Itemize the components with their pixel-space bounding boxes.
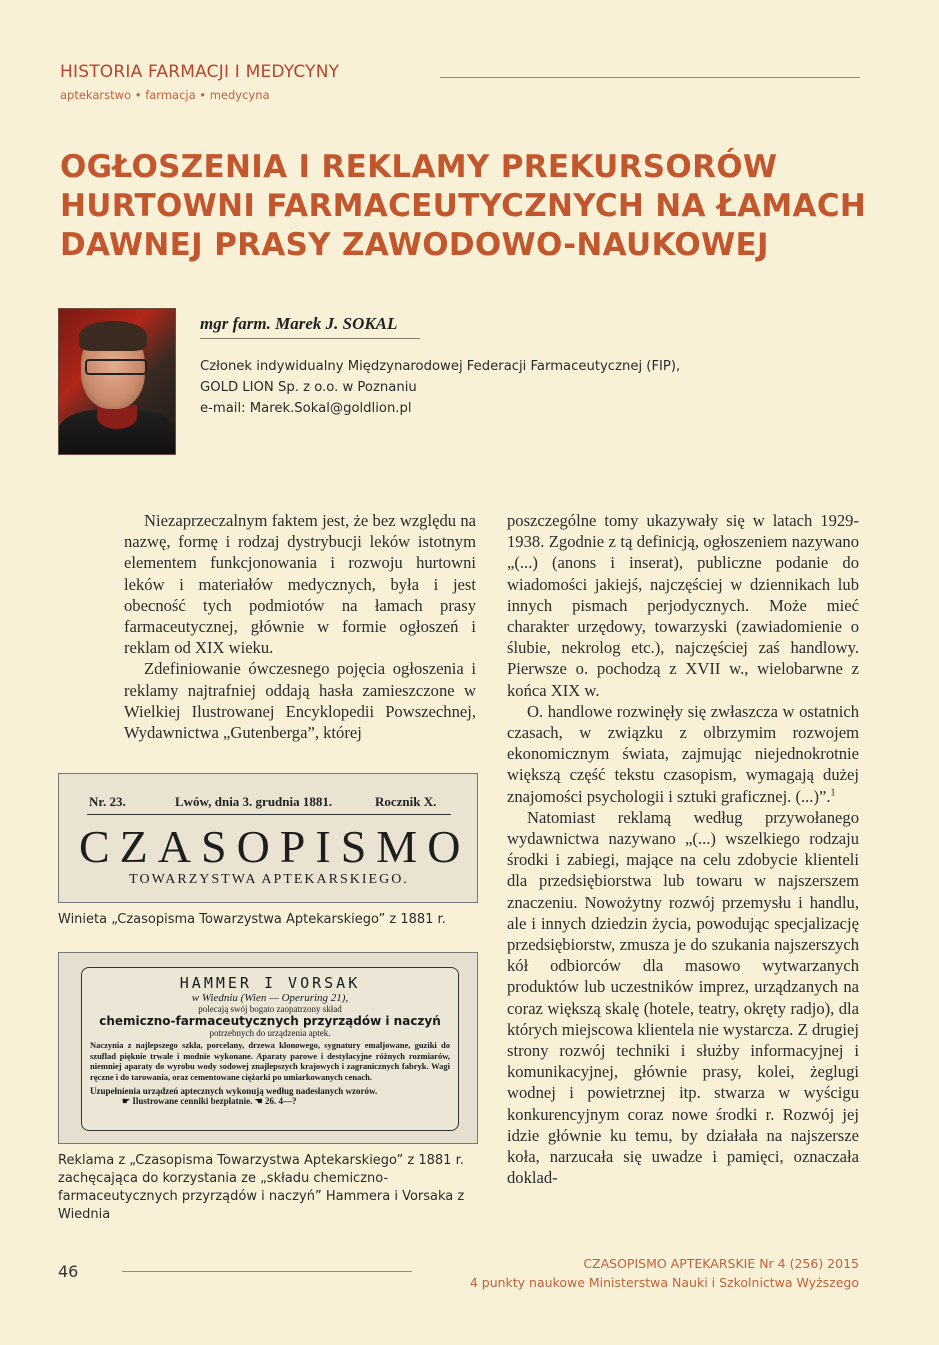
author-name: mgr farm. Marek J. SOKAL [200, 314, 398, 333]
figure-caption: Reklama z „Czasopisma Towarzystwa Aptekarskiego” z 1881 r. zachęcająca do korzystania ze „składu chemiczno-farmaceutycznych przyrządów i naczyń” Hammera i Vorsaka z Wiednia [58, 1153, 465, 1222]
header-rule [440, 77, 860, 78]
masthead-subtitle: TOWARZYSTWA APTEKARSKIEGO. [129, 872, 409, 887]
footer-rule [122, 1271, 412, 1272]
masthead-title: CZASOPISMO [79, 821, 471, 872]
author-underline [200, 338, 420, 339]
ad-headline: chemiczno-farmaceutycznych przyrządów i naczyń [99, 1014, 441, 1028]
paragraph-text: O. handlowe rozwinęły się zwłaszcza w ostatnich czasach, w związku z olbrzymim rozwojem ekonomicznym świata, zajmując niejednokrotnie większą część tekstu czasopism, wymagają dużej znajomości psychologii i sztuki graficznej. (...)”. [507, 701, 859, 806]
paragraph: poszczególne tomy ukazywały się w latach 1929-1938. Zgodnie z tą definicją, ogłoszeniem nazywano „(...) (anons i inserat), publiczne podanie do wiadomości jakiejś, najczęściej w dziennikach lub innych pismach perjodycznych. Może mieć charakter urzędowy, towarzyski (zawiadomienie o ślubie, nekrolog etc.), najczęściej zaś handlowy. Pierwsze o. pochodzą z XVII w., wielobarwne z końca XIX w. [507, 511, 859, 700]
issue-date: Lwów, dnia 3. grudnia 1881. [175, 794, 333, 809]
ad-body: Naczynia z najlepszego szkła, porcelany, drzewa klonowego, sygnatury emaljowane, guziki do szuflad pięknie trwale i modnie wykonane. Aparaty parowe i destylacyjne różnych rozmiarów, niemniej aparaty do wyrobu wody sodowej znajlepszych krajowych i zagranicznych fabryk. Wagi ręczne i do tarowania, oraz cementowane ciężarki po umiarkowanych cenach. [90, 1040, 450, 1082]
ad-company: HAMMER I VORSAK [179, 974, 361, 992]
points-info: 4 punkty naukowe Ministerstwa Nauki i Szkolnictwa Wyższego [469, 1275, 859, 1290]
paragraph: Zdefiniowanie ówczesnego pojęcia ogłoszenia i reklamy najtrafniej oddają hasła zamieszczone w Wielkiej Ilustrowanej Encyklopedii Powszechnej, Wydawnictwa „Gutenberga”, której [124, 659, 476, 743]
paragraph [507, 701, 859, 807]
paragraph: Natomiast reklamą według przywołanego wydawnictwa nazywano „(...) wszelkiego rodzaju środki i zabiegi, mające na celu zdobycie klienteli dla przedsiębiorstwa lub towaru w najszerszem znaczeniu. Nowożytny rozwój przemysłu i handlu, ale i innych dziedzin życia, powodując specjalizację przedsiębiorstw, zmusza je do szukania najszerszych kół odbiorców dla masowo wytwarzanych produktów lub uczestników imprez, urządzanych na coraz większą skalę (hotele, teatry, okręty radjo), dla których miejscowa klientela nie wystarcza. Z drugiej strony rozwój techniki i służby informacyjnej i komunikacyjnej, głównie prasy, kolei, żeglugi wodnej i powietrznej itp. stwarza w wyścigu konkurencyjnym coraz nowe środki r. Rozwój jej idzie głównie ku temu, by działała na najszersze koła, narzucała się uwadze i pamięci, oznaczała doklad- [507, 807, 859, 1188]
footnote-ref: 1 [830, 787, 836, 799]
section-subtitle: aptekarstwo • farmacja • medycyna [60, 88, 270, 102]
masthead-figure [58, 773, 478, 903]
advertisement-box [81, 967, 459, 1131]
page-number: 46 [58, 1262, 79, 1281]
figure-caption: Winieta „Czasopisma Towarzystwa Aptekarskiego” z 1881 r. [58, 912, 446, 927]
ad-line: polecają swój bogato zaopatrzony skład [198, 1004, 342, 1014]
ad-line: ☛ Ilustrowane cenniki bezpłatnie. ☚ 26. 4—? [122, 1096, 297, 1106]
ad-line: Uzupełnienia urządzeń aptecznych wykonują według nadesłanych wzorów. [90, 1086, 378, 1096]
section-title: HISTORIA FARMACJI I MEDYCYNY [60, 62, 340, 82]
affiliation-line: Członek indywidualny Międzynarodowej Federacji Farmaceutycznej (FIP), [200, 359, 681, 374]
ad-address: w Wiedniu (Wien — Operuring 21), [191, 992, 349, 1004]
advertisement-figure [58, 952, 478, 1144]
affiliation-line: GOLD LION Sp. z o.o. w Poznaniu [200, 380, 417, 395]
author-affiliation [200, 356, 680, 419]
journal-info: CZASOPISMO APTEKARSKIE Nr 4 (256) 2015 [583, 1256, 859, 1271]
ad-line: potrzebnych do urządzenia aptek. [209, 1028, 331, 1038]
paragraph: Niezaprzeczalnym faktem jest, że bez względu na nazwę, formę i rodzaj dystrybucji leków istotnym elementem funkcjonowania i rozwoju hurtowni leków i materiałów medycznych, była i jest obecność tych podmiotów na łamach prasy farmaceutycznej, głównie w formie ogłoszeń i reklam od XIX wieku. [124, 511, 476, 658]
title-line: OGŁOSZENIA I REKLAMY PREKURSORÓW [60, 149, 778, 185]
text-column-2 [507, 510, 859, 1189]
article-title [60, 148, 880, 265]
text-column-1 [124, 510, 476, 743]
masthead-rule [87, 814, 451, 815]
affiliation-email: e-mail: Marek.Sokal@goldlion.pl [200, 401, 412, 416]
issue-year: Rocznik X. [375, 794, 437, 809]
issue-number: Nr. 23. [89, 794, 126, 809]
title-line: DAWNEJ PRASY ZAWODOWO-NAUKOWEJ [60, 227, 769, 263]
author-photo [58, 308, 176, 455]
title-line: HURTOWNI FARMACEUTYCZNYCH NA ŁAMACH [60, 188, 867, 224]
